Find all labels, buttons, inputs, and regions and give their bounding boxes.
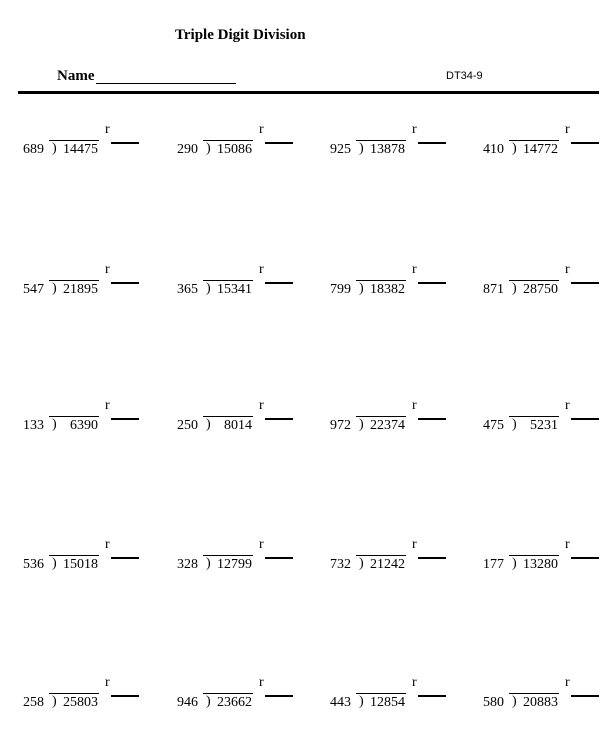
divisor: 258 [23, 695, 44, 710]
remainder-blank[interactable] [571, 282, 599, 284]
division-problem [330, 537, 470, 577]
dividend: 23662 [217, 695, 252, 710]
remainder-label: r [259, 262, 264, 277]
remainder-label: r [412, 675, 417, 690]
dividend: 21242 [370, 557, 405, 572]
dividend: 6390 [70, 418, 98, 433]
quotient-line[interactable] [203, 140, 253, 141]
remainder-blank[interactable] [265, 695, 293, 697]
division-bracket: ) [512, 417, 517, 432]
dividend: 21895 [63, 282, 98, 297]
division-problem [177, 398, 317, 438]
division-problem [23, 675, 163, 715]
divisor: 547 [23, 282, 44, 297]
division-bracket: ) [359, 694, 364, 709]
dividend: 5231 [530, 418, 558, 433]
remainder-blank[interactable] [418, 142, 446, 144]
dividend: 14475 [63, 142, 98, 157]
dividend: 12799 [217, 557, 252, 572]
division-bracket: ) [512, 694, 517, 709]
remainder-blank[interactable] [111, 695, 139, 697]
division-bracket: ) [52, 141, 57, 156]
divisor: 689 [23, 142, 44, 157]
division-bracket: ) [206, 694, 211, 709]
remainder-blank[interactable] [571, 142, 599, 144]
quotient-line[interactable] [49, 140, 99, 141]
quotient-line[interactable] [509, 280, 559, 281]
divisor: 443 [330, 695, 351, 710]
quotient-line[interactable] [356, 280, 406, 281]
division-bracket: ) [512, 141, 517, 156]
divisor: 972 [330, 418, 351, 433]
dividend: 15086 [217, 142, 252, 157]
remainder-label: r [259, 537, 264, 552]
divisor: 475 [483, 418, 504, 433]
division-bracket: ) [206, 141, 211, 156]
dividend: 28750 [523, 282, 558, 297]
dividend: 14772 [523, 142, 558, 157]
remainder-label: r [565, 537, 570, 552]
remainder-blank[interactable] [418, 695, 446, 697]
divisor: 871 [483, 282, 504, 297]
quotient-line[interactable] [356, 140, 406, 141]
remainder-label: r [259, 675, 264, 690]
division-problem [483, 262, 600, 302]
remainder-label: r [105, 675, 110, 690]
division-problem [177, 262, 317, 302]
remainder-blank[interactable] [265, 418, 293, 420]
dividend: 25803 [63, 695, 98, 710]
division-bracket: ) [52, 417, 57, 432]
divisor: 177 [483, 557, 504, 572]
dividend: 8014 [224, 418, 252, 433]
remainder-blank[interactable] [111, 557, 139, 559]
division-problem [177, 675, 317, 715]
remainder-blank[interactable] [265, 282, 293, 284]
remainder-label: r [565, 122, 570, 137]
remainder-label: r [412, 537, 417, 552]
division-bracket: ) [206, 417, 211, 432]
quotient-line[interactable] [203, 280, 253, 281]
dividend: 13878 [370, 142, 405, 157]
remainder-blank[interactable] [571, 695, 599, 697]
division-bracket: ) [359, 417, 364, 432]
division-problem [330, 675, 470, 715]
dividend: 13280 [523, 557, 558, 572]
quotient-line[interactable] [203, 693, 253, 694]
dividend: 15341 [217, 282, 252, 297]
division-problem [483, 675, 600, 715]
quotient-line[interactable] [203, 416, 253, 417]
quotient-line[interactable] [356, 693, 406, 694]
division-problem [330, 122, 470, 162]
division-bracket: ) [206, 281, 211, 296]
remainder-blank[interactable] [418, 418, 446, 420]
division-problem [23, 262, 163, 302]
remainder-label: r [565, 398, 570, 413]
division-problem [177, 122, 317, 162]
division-bracket: ) [359, 141, 364, 156]
remainder-label: r [412, 262, 417, 277]
division-problem [23, 122, 163, 162]
remainder-label: r [105, 262, 110, 277]
division-problem [483, 537, 600, 577]
remainder-label: r [105, 122, 110, 137]
quotient-line[interactable] [509, 693, 559, 694]
dividend: 22374 [370, 418, 405, 433]
quotient-line[interactable] [49, 280, 99, 281]
remainder-label: r [259, 122, 264, 137]
quotient-line[interactable] [49, 416, 99, 417]
divisor: 536 [23, 557, 44, 572]
divisor: 328 [177, 557, 198, 572]
remainder-label: r [565, 675, 570, 690]
division-bracket: ) [52, 694, 57, 709]
name-label: Name [57, 68, 95, 84]
divisor: 580 [483, 695, 504, 710]
dividend: 12854 [370, 695, 405, 710]
remainder-blank[interactable] [571, 557, 599, 559]
divisor: 410 [483, 142, 504, 157]
division-bracket: ) [52, 281, 57, 296]
division-problem [483, 398, 600, 438]
quotient-line[interactable] [49, 693, 99, 694]
division-bracket: ) [359, 556, 364, 571]
division-bracket: ) [512, 556, 517, 571]
division-problem [23, 537, 163, 577]
remainder-blank[interactable] [265, 557, 293, 559]
quotient-line[interactable] [509, 416, 559, 417]
quotient-line[interactable] [203, 555, 253, 556]
remainder-label: r [259, 398, 264, 413]
division-bracket: ) [512, 281, 517, 296]
divisor: 732 [330, 557, 351, 572]
division-bracket: ) [359, 281, 364, 296]
divisor: 799 [330, 282, 351, 297]
division-bracket: ) [206, 556, 211, 571]
worksheet-code: DT34-9 [446, 70, 483, 82]
remainder-blank[interactable] [571, 418, 599, 420]
dividend: 18382 [370, 282, 405, 297]
division-problem [177, 537, 317, 577]
quotient-line[interactable] [356, 555, 406, 556]
remainder-blank[interactable] [265, 142, 293, 144]
division-problem [330, 398, 470, 438]
remainder-label: r [105, 398, 110, 413]
dividend: 20883 [523, 695, 558, 710]
worksheet-title: Triple Digit Division [175, 27, 306, 43]
division-problem [483, 122, 600, 162]
divisor: 365 [177, 282, 198, 297]
division-bracket: ) [52, 556, 57, 571]
remainder-blank[interactable] [111, 282, 139, 284]
divisor: 250 [177, 418, 198, 433]
remainder-blank[interactable] [418, 557, 446, 559]
divisor: 290 [177, 142, 198, 157]
remainder-blank[interactable] [111, 418, 139, 420]
division-problem [23, 398, 163, 438]
remainder-blank[interactable] [418, 282, 446, 284]
remainder-label: r [565, 262, 570, 277]
remainder-blank[interactable] [111, 142, 139, 144]
divisor: 946 [177, 695, 198, 710]
quotient-line[interactable] [509, 140, 559, 141]
divisor: 925 [330, 142, 351, 157]
dividend: 15018 [63, 557, 98, 572]
quotient-line[interactable] [49, 555, 99, 556]
division-problem [330, 262, 470, 302]
remainder-label: r [412, 398, 417, 413]
quotient-line[interactable] [356, 416, 406, 417]
remainder-label: r [412, 122, 417, 137]
divisor: 133 [23, 418, 44, 433]
quotient-line[interactable] [509, 555, 559, 556]
remainder-label: r [105, 537, 110, 552]
